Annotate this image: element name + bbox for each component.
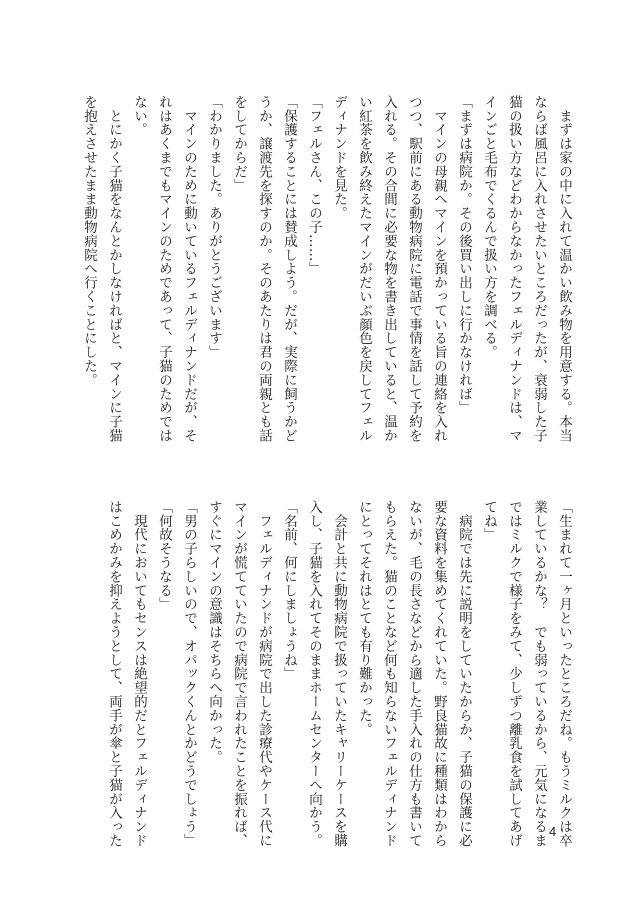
text-line: インごと毛布でくるんで扱い方を調べる。 [481, 95, 497, 360]
text-line: を抱えさせたまま動物病院へ行くことにした。 [81, 95, 97, 387]
text-line: 「何故そうなる」 [156, 500, 172, 612]
text-line: 現代においてもセンスは絶望的だとフェルディナンド [131, 500, 147, 848]
text-line: つつ、駅前にある動物病院に電話で事情を話して予約を [406, 95, 422, 443]
text-line: すぐにマインの意識はそちらへ向かった。 [206, 500, 222, 765]
text-line: てね」 [481, 500, 497, 542]
text-line: ならば風呂に入れさせたいところだったが、衰弱した子 [531, 95, 547, 443]
text-line: はこめかみを抑えようとして、両手が傘と子猫が入った [106, 500, 122, 848]
text-line: 「保護することには賛成しよう。だが、実際に飼うかど [281, 95, 297, 443]
text-line: 病院では先に説明をしていたからか、子猫の保護に必 [456, 500, 472, 848]
text-line: れはあくまでもマインのためであって、子猫のためでは [156, 95, 172, 443]
text-line: ディナンドを見た。 [331, 95, 347, 221]
text-block-top [76, 95, 576, 465]
text-line: フェルディナンドが病院で出した診療代やケース代に [256, 500, 272, 848]
text-line: 「名前、何にしましょうね」 [281, 500, 297, 681]
text-line: とにかく子猫をなんとかしなければと、マインに子猫 [106, 95, 122, 443]
text-line: をしてからだ」 [231, 95, 247, 193]
text-line: 「まずは病院か。その後買い出しに行かなければ」 [456, 95, 472, 415]
text-line: まずは家の中に入れて温かい飲み物を用意する。本当 [556, 95, 572, 443]
text-line: マインが慌てていたので病院で言われたことを振れば、 [231, 500, 247, 848]
text-line: 「男の子らしいので、オパックくんとかどうでしょう」 [181, 500, 197, 848]
text-line: 「わかりました。ありがとうございます」 [206, 95, 222, 360]
text-line: ないが、毛の長さなどから適した手入れの仕方も書いて [406, 500, 422, 848]
text-line: 要な資料を集めてくれていた。野良猫故に種類はわから [431, 500, 447, 848]
text-line: うか、譲渡先を探すのか。そのあたりは君の両親とも話 [256, 95, 272, 443]
text-line: 「フェルさん、この子……」 [306, 95, 322, 276]
page-number: 4 [549, 824, 557, 839]
text-line: 会計と共に動物病院で扱っていたキャリーケースを購 [331, 500, 347, 848]
text-line: い紅茶を飲み終えたマインがだいぶ顔色を戻してフェル [356, 95, 372, 443]
text-line: ない。 [131, 95, 147, 137]
text-line: 入し、子猫を入れてそのままホームセンターへ向かう。 [306, 500, 322, 848]
text-line: 猫の扱い方などわからなかったフェルディナンドは、マ [506, 95, 522, 443]
text-line: 業しているかな？ でも弱っているから、元気になるま [531, 500, 547, 848]
text-line: 入れる。その合間に必要な物を書き出していると、温か [381, 95, 397, 443]
text-line: マインのために動いているフェルディナンドだが、そ [181, 95, 197, 443]
text-line: 「生まれて一ヶ月といったところだね。もうミルクは卒 [556, 500, 572, 848]
text-block-bottom [101, 500, 576, 848]
text-line: にとってそれはとても有り難かった。 [356, 500, 372, 737]
text-line: もらえた。猫のことなど何も知らないフェルディナンド [381, 500, 397, 848]
text-line: ではミルクで様子をみて、少しずつ離乳食を試してあげ [506, 500, 522, 848]
text-line: マインの母親へマインを預かっている旨の連絡を入れ [431, 95, 447, 443]
